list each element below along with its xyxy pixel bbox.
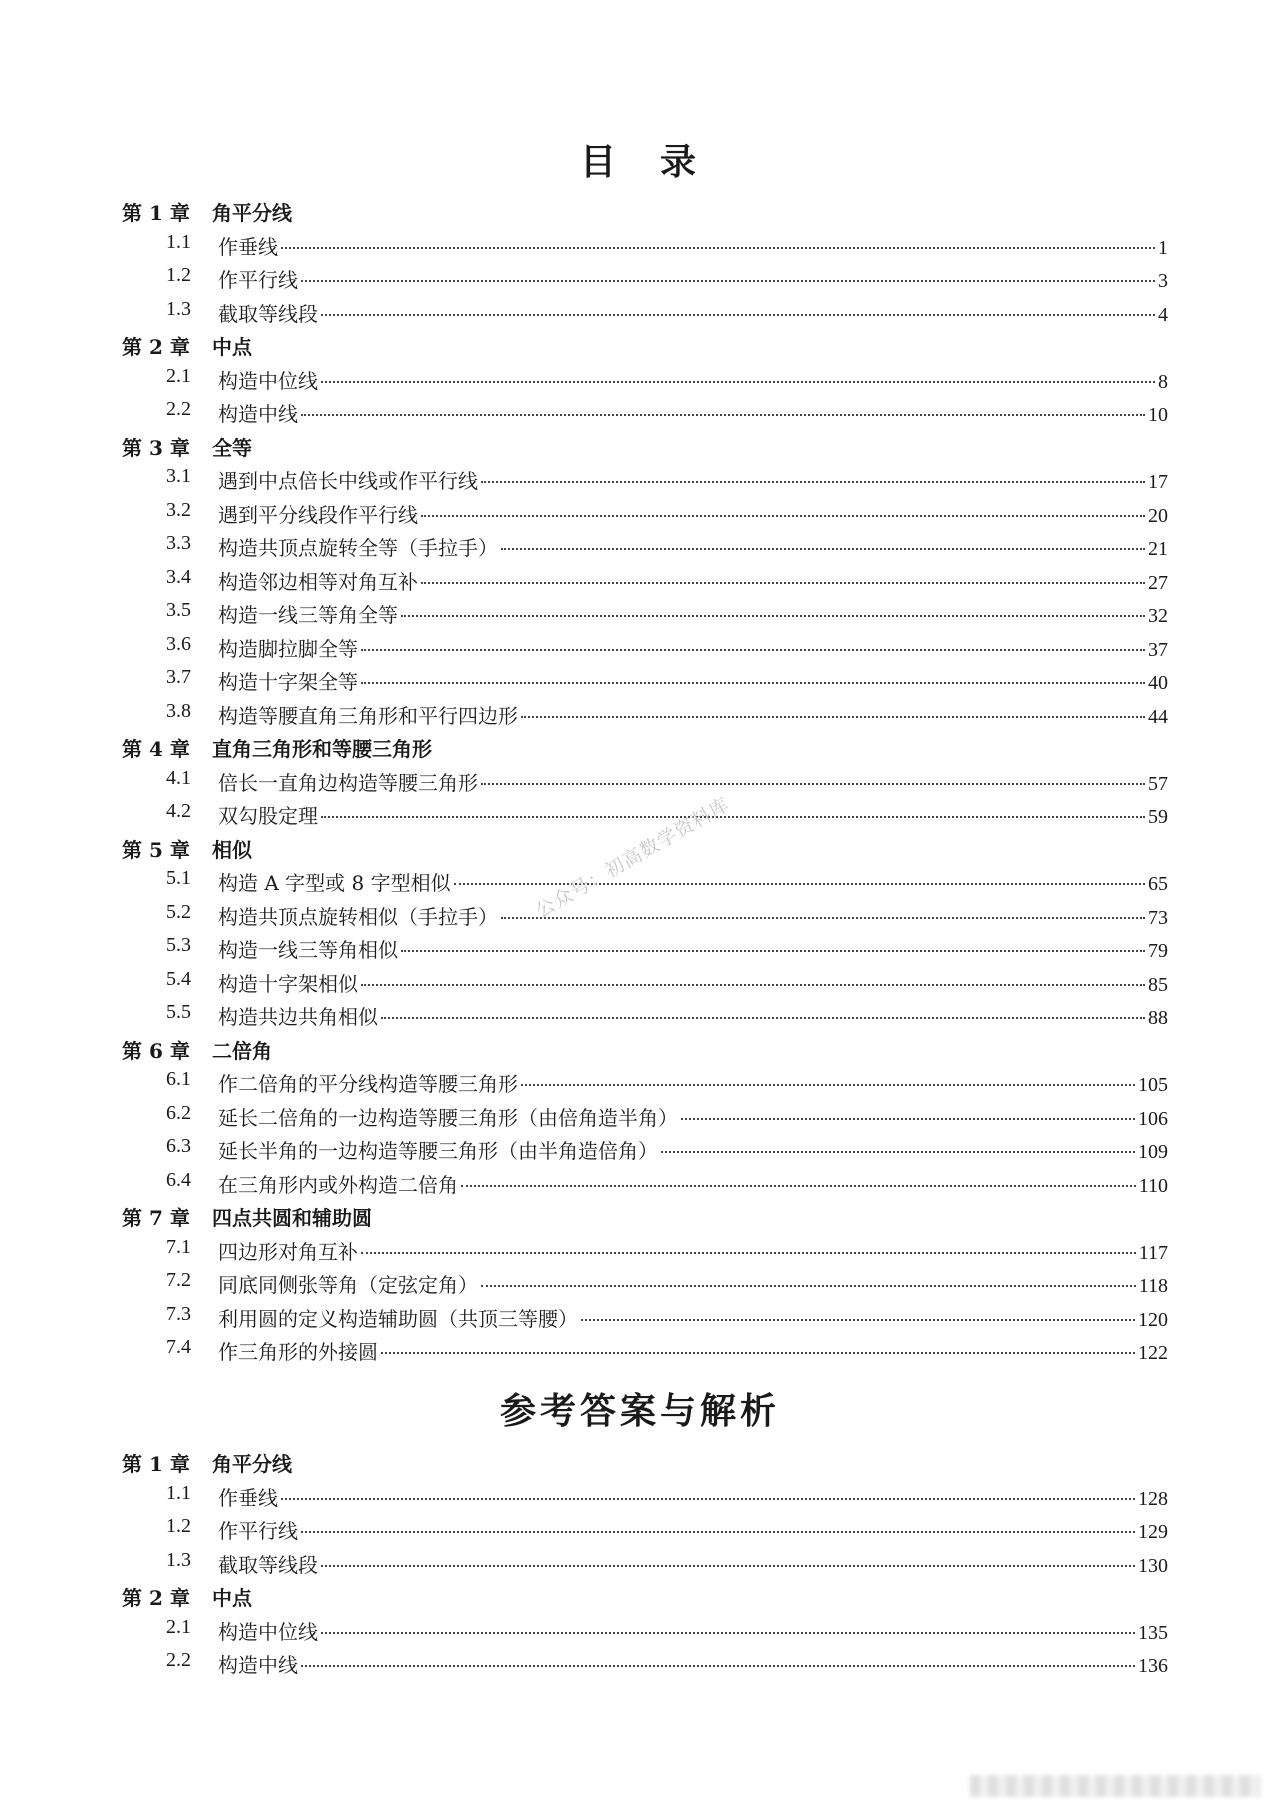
dot-leader (401, 950, 1145, 952)
toc-entry[interactable] (0, 461, 1280, 495)
chapter-number: 第 6 章 (122, 1038, 190, 1063)
toc-entry[interactable] (0, 361, 1280, 395)
section-title: 四边形对角互补 (218, 1239, 358, 1264)
section-number: 2.1 (166, 1615, 191, 1638)
answers-table-of-contents (0, 1444, 1280, 1679)
entry-line (218, 231, 1168, 260)
toc-entry[interactable] (0, 528, 1280, 562)
section-number: 7.3 (166, 1302, 191, 1325)
section-title: 构造脚拉脚全等 (218, 636, 358, 661)
answers-title: 参考答案与解析 (499, 1390, 780, 1432)
entry-line (218, 1135, 1168, 1164)
section-title: 构造中位线 (218, 1619, 318, 1644)
dot-leader (281, 247, 1155, 249)
section-title: 构造十字架全等 (218, 670, 358, 694)
page-number: 4 (1158, 303, 1168, 326)
entry-line (218, 1169, 1168, 1198)
blurred-footer-strip (970, 1775, 1260, 1797)
page-number: 117 (1138, 1241, 1168, 1264)
chapter-title: 中点 (212, 335, 252, 359)
section-number: 5.5 (166, 1001, 191, 1023)
dot-leader (481, 481, 1145, 483)
section-title: 构造一线三等角相似 (218, 938, 398, 962)
entry-line (218, 867, 1168, 896)
section-number: 3.8 (166, 699, 191, 722)
dot-leader (581, 1319, 1135, 1321)
page-title: 目 录 (579, 141, 701, 183)
section-title: 截取等线段 (218, 301, 318, 326)
section-number: 3.1 (166, 465, 191, 487)
section-number: 1.1 (166, 1481, 191, 1504)
toc-entry[interactable] (0, 1265, 1280, 1299)
chapter-number: 第 3 章 (122, 435, 190, 460)
toc-entry[interactable] (0, 1165, 1280, 1199)
page-number: 65 (1148, 873, 1168, 895)
entry-line (218, 1001, 1168, 1030)
toc-entry[interactable] (0, 930, 1280, 964)
dot-leader (301, 280, 1155, 282)
page-number: 136 (1138, 1655, 1168, 1677)
chapter-title: 全等 (212, 435, 252, 460)
section-number: 3.6 (166, 632, 191, 655)
chapter-number: 第 7 章 (122, 1206, 190, 1230)
page-number: 118 (1138, 1275, 1168, 1297)
section-number: 3.3 (166, 532, 191, 554)
table-of-contents (0, 193, 1280, 1366)
page-number: 109 (1138, 1141, 1168, 1163)
entry-line (218, 398, 1168, 427)
toc-entry[interactable] (0, 1098, 1280, 1132)
dot-leader (501, 917, 1145, 919)
page-number: 128 (1138, 1487, 1168, 1510)
section-number: 1.2 (166, 264, 191, 286)
page-number: 135 (1138, 1621, 1168, 1644)
entry-line (218, 566, 1168, 595)
section-number: 5.1 (166, 867, 191, 889)
page-number: 37 (1148, 638, 1168, 661)
toc-entry[interactable] (0, 662, 1280, 696)
page-number: 59 (1148, 806, 1168, 828)
toc-entry[interactable] (0, 629, 1280, 663)
dot-leader (461, 1185, 1136, 1187)
chapter-heading[interactable] (0, 327, 1280, 361)
toc-entry[interactable] (0, 1545, 1280, 1579)
toc-entry[interactable] (0, 964, 1280, 998)
dot-leader (321, 816, 1145, 818)
section-title: 截取等线段 (218, 1552, 318, 1577)
page-number: 21 (1148, 538, 1168, 560)
page-number: 8 (1158, 370, 1168, 393)
entry-line (218, 465, 1168, 494)
chapter-heading[interactable] (0, 193, 1280, 227)
toc-entry[interactable] (0, 1332, 1280, 1366)
section-title: 作垂线 (218, 1485, 278, 1510)
page-number: 57 (1148, 772, 1168, 795)
entry-line (218, 1269, 1168, 1298)
dot-leader (481, 1285, 1136, 1287)
section-number: 7.4 (166, 1336, 191, 1358)
toc-entry[interactable] (0, 1131, 1280, 1165)
section-title: 构造 A 字型或 8 字型相似 (218, 871, 451, 895)
chapter-heading[interactable] (0, 1444, 1280, 1478)
entry-line (218, 1482, 1168, 1511)
entry-line (218, 1649, 1168, 1678)
chapter-title: 中点 (212, 1586, 252, 1610)
dot-leader (681, 1118, 1135, 1120)
page-number: 1 (1158, 236, 1168, 259)
section-number: 7.1 (166, 1235, 191, 1258)
toc-entry[interactable] (0, 562, 1280, 596)
entry-line (218, 532, 1168, 561)
toc-entry[interactable] (0, 1478, 1280, 1512)
entry-line (218, 365, 1168, 394)
section-title: 遇到平分线段作平行线 (218, 502, 418, 527)
chapter-title: 角平分线 (212, 1452, 292, 1476)
page-number: 106 (1138, 1107, 1168, 1130)
entry-line (218, 901, 1168, 930)
section-title: 延长半角的一边构造等腰三角形（由半角造倍角） (218, 1139, 658, 1163)
toc-entry[interactable] (0, 1299, 1280, 1333)
chapter-number: 第 1 章 (122, 201, 190, 225)
dot-leader (361, 984, 1145, 986)
toc-entry[interactable] (0, 260, 1280, 294)
section-number: 3.4 (166, 565, 191, 588)
entry-line (218, 666, 1168, 695)
section-number: 1.3 (166, 297, 191, 320)
section-number: 7.2 (166, 1269, 191, 1291)
section-number: 6.1 (166, 1068, 191, 1090)
page-number: 110 (1138, 1174, 1168, 1197)
dot-leader (361, 1252, 1136, 1254)
entry-line (218, 1336, 1168, 1365)
dot-leader (301, 1531, 1135, 1533)
entry-line (218, 1303, 1168, 1332)
page-number: 27 (1148, 571, 1168, 594)
toc-entry[interactable] (0, 863, 1280, 897)
toc-entry[interactable] (0, 1612, 1280, 1646)
section-title: 构造一线三等角全等 (218, 603, 398, 627)
section-title: 同底同侧张等角（定弦定角） (218, 1273, 478, 1297)
section-title: 构造邻边相等对角互补 (218, 569, 418, 594)
chapter-title: 相似 (212, 837, 252, 862)
dot-leader (521, 716, 1145, 718)
section-title: 构造等腰直角三角形和平行四边形 (218, 703, 518, 728)
page-number: 44 (1148, 705, 1168, 728)
section-title: 遇到中点倍长中线或作平行线 (218, 469, 478, 493)
toc-entry[interactable] (0, 997, 1280, 1031)
entry-line (218, 633, 1168, 662)
entry-line (218, 264, 1168, 293)
page-number: 3 (1158, 270, 1168, 292)
section-number: 4.2 (166, 800, 191, 822)
dot-leader (281, 1498, 1135, 1500)
section-number: 5.2 (166, 900, 191, 923)
page-number: 79 (1148, 940, 1168, 962)
chapter-heading[interactable] (0, 428, 1280, 462)
section-title: 作垂线 (218, 234, 278, 259)
page-number: 10 (1148, 404, 1168, 426)
chapter-heading[interactable] (0, 729, 1280, 763)
chapter-number: 第 2 章 (122, 335, 190, 359)
page-number: 40 (1148, 672, 1168, 694)
dot-leader (301, 1665, 1135, 1667)
page-number: 20 (1148, 504, 1168, 527)
dot-leader (421, 582, 1145, 584)
section-number: 2.2 (166, 1649, 191, 1671)
entry-line (218, 1102, 1168, 1131)
toc-entry[interactable] (0, 1064, 1280, 1098)
dot-leader (421, 515, 1145, 517)
chapter-number: 第 1 章 (122, 1452, 190, 1476)
section-title: 构造中线 (218, 402, 298, 426)
section-number: 1.3 (166, 1548, 191, 1571)
section-title: 倍长一直角边构造等腰三角形 (218, 770, 478, 795)
dot-leader (381, 1352, 1135, 1354)
section-title: 延长二倍角的一边构造等腰三角形（由倍角造半角） (218, 1105, 678, 1130)
entry-line (218, 499, 1168, 528)
section-title: 构造共顶点旋转相似（手拉手） (218, 904, 498, 929)
entry-line (218, 934, 1168, 963)
page-number: 105 (1138, 1074, 1168, 1096)
page-number: 129 (1138, 1521, 1168, 1543)
dot-leader (361, 649, 1145, 651)
entry-line (218, 1515, 1168, 1544)
section-number: 5.3 (166, 934, 191, 956)
chapter-title: 角平分线 (212, 201, 292, 225)
toc-entry[interactable] (0, 696, 1280, 730)
dot-leader (521, 1084, 1135, 1086)
chapter-heading[interactable] (0, 1198, 1280, 1232)
dot-leader (661, 1151, 1135, 1153)
toc-entry[interactable] (0, 495, 1280, 529)
toc-entry[interactable] (0, 1511, 1280, 1545)
section-number: 1.2 (166, 1515, 191, 1537)
chapter-title: 二倍角 (212, 1038, 272, 1063)
chapter-heading[interactable] (0, 1031, 1280, 1065)
dot-leader (381, 1017, 1145, 1019)
section-title: 作三角形的外接圆 (218, 1340, 378, 1364)
chapter-title: 直角三角形和等腰三角形 (212, 737, 432, 761)
entry-line (218, 1549, 1168, 1578)
chapter-number: 第 5 章 (122, 837, 190, 862)
section-title: 双勾股定理 (218, 804, 318, 828)
page-number: 130 (1138, 1554, 1168, 1577)
section-number: 6.3 (166, 1135, 191, 1157)
page-number: 73 (1148, 906, 1168, 929)
watermark: 公众号：初高数学资料库 (532, 793, 734, 923)
chapter-title: 四点共圆和辅助圆 (212, 1206, 372, 1230)
chapter-heading[interactable] (0, 1578, 1280, 1612)
section-title: 在三角形内或外构造二倍角 (218, 1172, 458, 1197)
toc-entry[interactable] (0, 1645, 1280, 1679)
toc-entry[interactable] (0, 796, 1280, 830)
dot-leader (501, 548, 1145, 550)
dot-leader (401, 615, 1145, 617)
dot-leader (321, 314, 1155, 316)
entry-line (218, 767, 1168, 796)
section-number: 1.1 (166, 230, 191, 253)
toc-entry[interactable] (0, 227, 1280, 261)
dot-leader (301, 414, 1145, 416)
section-number: 2.2 (166, 398, 191, 420)
page-number: 120 (1138, 1308, 1168, 1331)
section-title: 作二倍角的平分线构造等腰三角形 (218, 1072, 518, 1096)
dot-leader (321, 381, 1155, 383)
toc-entry[interactable] (0, 595, 1280, 629)
section-number: 6.4 (166, 1168, 191, 1191)
dot-leader (481, 783, 1145, 785)
dot-leader (321, 1565, 1135, 1567)
section-title: 构造共顶点旋转全等（手拉手） (218, 536, 498, 560)
toc-entry[interactable] (0, 1232, 1280, 1266)
entry-line (218, 298, 1168, 327)
chapter-number: 第 4 章 (122, 737, 190, 761)
entry-line (218, 968, 1168, 997)
entry-line (218, 599, 1168, 628)
entry-line (218, 1616, 1168, 1645)
page-number: 32 (1148, 605, 1168, 627)
page-number: 122 (1138, 1342, 1168, 1364)
section-title: 作平行线 (218, 268, 298, 292)
toc-entry[interactable] (0, 394, 1280, 428)
section-number: 4.1 (166, 766, 191, 789)
entry-line (218, 700, 1168, 729)
entry-line (218, 1236, 1168, 1265)
section-title: 作平行线 (218, 1519, 298, 1543)
toc-entry[interactable] (0, 897, 1280, 931)
page-number: 88 (1148, 1007, 1168, 1029)
section-number: 3.2 (166, 498, 191, 521)
toc-entry[interactable] (0, 763, 1280, 797)
section-number: 3.7 (166, 666, 191, 688)
section-title: 利用圆的定义构造辅助圆（共顶三等腰） (218, 1306, 578, 1331)
page-number: 85 (1148, 973, 1168, 996)
dot-leader (361, 682, 1145, 684)
section-number: 6.2 (166, 1101, 191, 1124)
section-number: 5.4 (166, 967, 191, 990)
page-number: 17 (1148, 471, 1168, 493)
dot-leader (321, 1632, 1135, 1634)
section-title: 构造中位线 (218, 368, 318, 393)
section-title: 构造中线 (218, 1653, 298, 1677)
section-number: 3.5 (166, 599, 191, 621)
entry-line (218, 1068, 1168, 1097)
section-title: 构造十字架相似 (218, 971, 358, 996)
toc-entry[interactable] (0, 294, 1280, 328)
chapter-number: 第 2 章 (122, 1586, 190, 1610)
section-number: 2.1 (166, 364, 191, 387)
section-title: 构造共边共角相似 (218, 1005, 378, 1029)
